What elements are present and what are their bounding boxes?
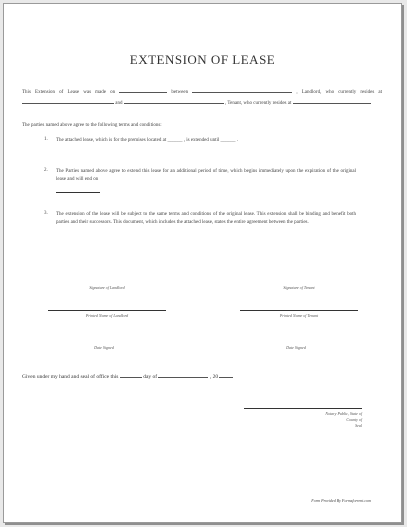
intro-text-6: , Tenant, who <box>224 101 253 107</box>
notary-seal-caption: Seal <box>355 423 362 428</box>
landlord-address-blank[interactable] <box>22 97 114 104</box>
tenant-signature-caption: Signature of Tenant <box>283 285 315 290</box>
notary-state-caption: Notary Public, State of <box>325 411 362 416</box>
tenant-printed-name-caption: Printed Name of Tenant <box>279 313 319 318</box>
notary-county-caption: County of <box>346 417 362 422</box>
end-date-blank[interactable] <box>56 192 100 193</box>
document-title: EXTENSION OF LEASE <box>129 52 276 67</box>
given-text-3: , 20 <box>209 374 219 380</box>
date-blank[interactable] <box>119 86 167 93</box>
landlord-signature-caption: Signature of Landlord <box>89 285 125 290</box>
tenant-name-blank[interactable] <box>124 97 224 104</box>
item-number: 1. <box>44 137 48 142</box>
day-blank[interactable] <box>120 371 142 378</box>
month-blank[interactable] <box>158 371 208 378</box>
intro-text-1: This Extension of Lease was made on <box>22 90 116 95</box>
landlord-printed-name-caption: Printed Name of Landlord <box>85 313 129 318</box>
item-number: 2. <box>44 168 48 173</box>
intro-text-3: , Landlord, <box>296 90 322 95</box>
date-signed-caption-2: Date Signed <box>286 345 306 350</box>
intro-text-4: who currently resides at <box>325 90 383 95</box>
given-under-hand-line <box>22 371 382 380</box>
given-text-1: Given under my hand and seal of office this <box>22 374 119 380</box>
intro-text-2: between <box>171 90 189 95</box>
agree-line: The parties named above agree to the following terms and conditions: <box>22 123 162 128</box>
item-text: The extension of the lease will be subject to the same terms and conditions of the original lease. This extension shall be binding and benefit both parties and their successors. This document, which includes the attached lease, states the entire agreement between the parties. <box>56 212 356 226</box>
item-text: The Parties named above agree to extend this lease for an additional period of time, which begins immediately upon the expiration of the original lease and will end on <box>56 169 356 183</box>
notary-signature-line[interactable] <box>244 408 362 409</box>
tenant-printed-name-line[interactable] <box>240 310 358 311</box>
intro-paragraph <box>22 86 382 108</box>
intro-text-5: and <box>115 101 123 107</box>
footer-credit: Form Provided By Formsforrent.com <box>311 498 371 503</box>
date-signed-caption-1: Date Signed <box>94 345 114 350</box>
item-text: The attached lease, which is for the premises located at ______ , is extended until ______ . <box>56 138 239 143</box>
landlord-printed-name-line[interactable] <box>48 310 166 311</box>
landlord-name-blank[interactable] <box>192 86 292 93</box>
tenant-address-blank[interactable] <box>293 97 371 104</box>
given-text-2: day of <box>143 374 158 380</box>
item-number: 3. <box>44 211 48 216</box>
year-blank[interactable] <box>219 371 233 378</box>
intro-text-7: currently resides at <box>253 101 292 107</box>
document-page <box>3 3 402 523</box>
